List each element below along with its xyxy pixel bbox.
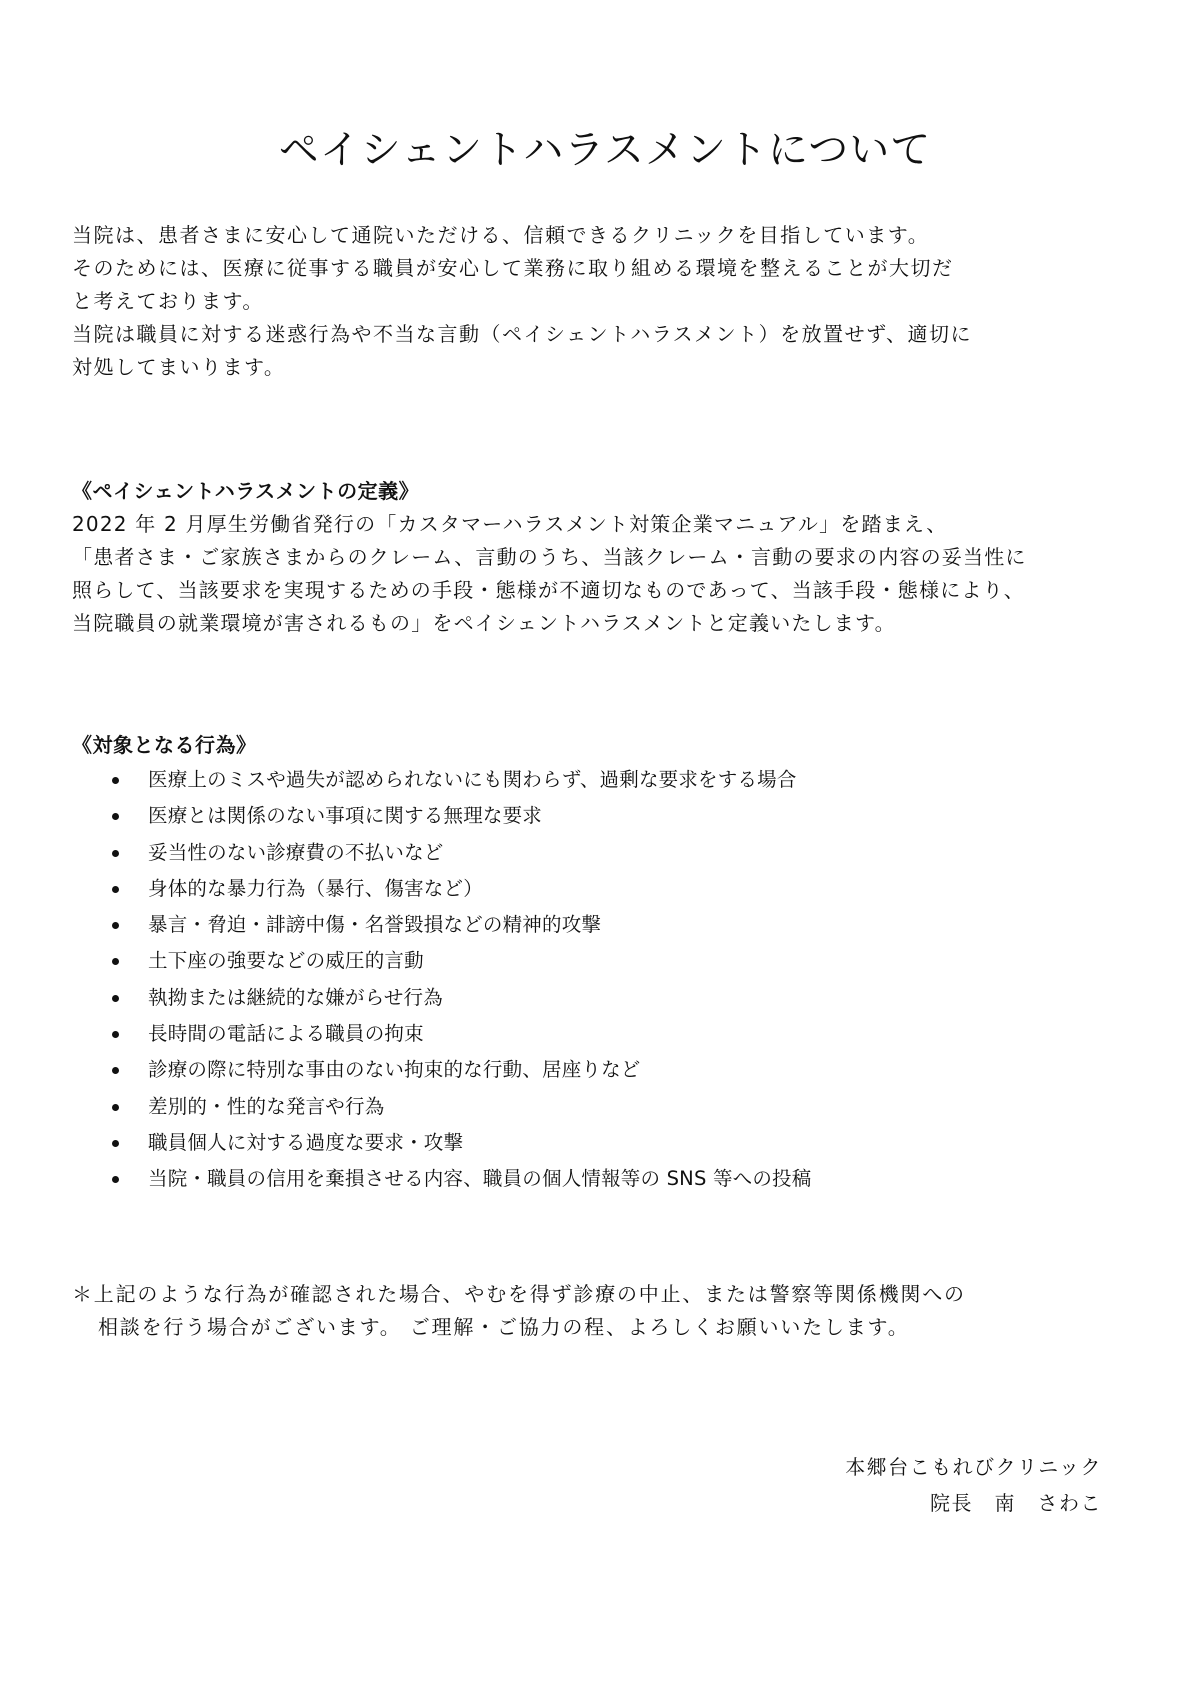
page-title: ペイシェントハラスメントについて	[278, 127, 932, 173]
bullet-icon	[112, 1067, 119, 1074]
list-item	[72, 943, 811, 979]
director-name: 院長 南 さわこ	[930, 1491, 1102, 1515]
note-line: ＊上記のような行為が確認された場合、やむを得ず診療の中止、または警察等関係機関への	[72, 1282, 966, 1306]
list-item	[72, 1125, 811, 1161]
list-item	[72, 871, 811, 907]
intro-line: 当院は、患者さまに安心して通院いただける、信頼できるクリニックを目指しています。	[72, 223, 930, 247]
bullet-icon	[112, 1176, 119, 1183]
definition-line: 照らして、当該要求を実現するための手段・態様が不適切なものであって、当該手段・態様により、	[72, 578, 1025, 602]
intro-line: 対処してまいります。	[72, 355, 286, 379]
list-item	[72, 980, 811, 1016]
list-item-text: 執拗または継続的な嫌がらせ行為	[148, 985, 443, 1009]
bullet-icon	[112, 886, 119, 893]
list-item-text: 土下座の強要などの威圧的言動	[148, 949, 424, 973]
acts-heading: 《対象となる行為》	[72, 733, 257, 757]
bullet-icon	[112, 1104, 119, 1111]
list-item	[72, 1089, 811, 1125]
list-item-text: 差別的・性的な発言や行為	[148, 1094, 385, 1118]
bullet-icon	[112, 1140, 119, 1147]
signature-block	[845, 1449, 1102, 1521]
list-item	[72, 1052, 811, 1088]
list-item	[72, 1016, 811, 1052]
definition-section	[72, 475, 1152, 640]
list-item	[72, 1161, 811, 1197]
list-item-text: 暴言・脅迫・誹謗中傷・名誉毀損などの精神的攻撃	[148, 913, 602, 937]
list-item-text: 職員個人に対する過度な要求・攻撃	[148, 1130, 464, 1154]
list-item	[72, 762, 811, 798]
intro-line: と考えております。	[72, 289, 264, 313]
definition-line: 「患者さま・ご家族さまからのクレーム、言動のうち、当該クレーム・言動の要求の内容の妥当性に	[72, 545, 1027, 569]
list-item-text: 妥当性のない診療費の不払いなど	[148, 840, 444, 864]
bullet-icon	[112, 1031, 119, 1038]
acts-list	[72, 762, 811, 1198]
bullet-icon	[112, 777, 119, 784]
bullet-icon	[112, 958, 119, 965]
list-item-text: 身体的な暴力行為（暴行、傷害など）	[148, 876, 483, 900]
list-item-text: 診療の際に特別な事由のない拘束的な行動、居座りなど	[148, 1058, 641, 1082]
note-paragraph	[72, 1278, 1152, 1344]
definition-heading: 《ペイシェントハラスメントの定義》	[72, 479, 420, 503]
list-item-text: 当院・職員の信用を棄損させる内容、職員の個人情報等の SNS 等への投稿	[148, 1167, 812, 1191]
intro-paragraph	[72, 219, 1152, 384]
bullet-icon	[112, 922, 119, 929]
intro-line: 当院は職員に対する迷惑行為や不当な言動（ペイシェントハラスメント）を放置せず、適切に	[72, 322, 972, 346]
intro-line: そのためには、医療に従事する職員が安心して業務に取り組める環境を整えることが大切だ	[72, 256, 954, 280]
bullet-icon	[112, 850, 119, 857]
list-item	[72, 798, 811, 834]
list-item-text: 長時間の電話による職員の拘束	[148, 1022, 424, 1046]
note-line: 相談を行う場合がございます。 ご理解・ご協力の程、よろしくお願いいたします。	[98, 1315, 910, 1339]
list-item	[72, 835, 811, 871]
clinic-name: 本郷台こもれびクリニック	[845, 1455, 1102, 1479]
list-item-text: 医療とは関係のない事項に関する無理な要求	[148, 804, 543, 828]
definition-line: 当院職員の就業環境が害されるもの」をペイシェントハラスメントと定義いたします。	[72, 611, 896, 635]
bullet-icon	[112, 995, 119, 1002]
bullet-icon	[112, 813, 119, 820]
list-item-text: 医療上のミスや過失が認められないにも関わらず、過剰な要求をする場合	[148, 768, 797, 791]
list-item	[72, 907, 811, 943]
definition-line: 2022 年 2 月厚生労働省発行の「カスタマーハラスメント対策企業マニュアル」を踏まえ、	[72, 512, 948, 536]
